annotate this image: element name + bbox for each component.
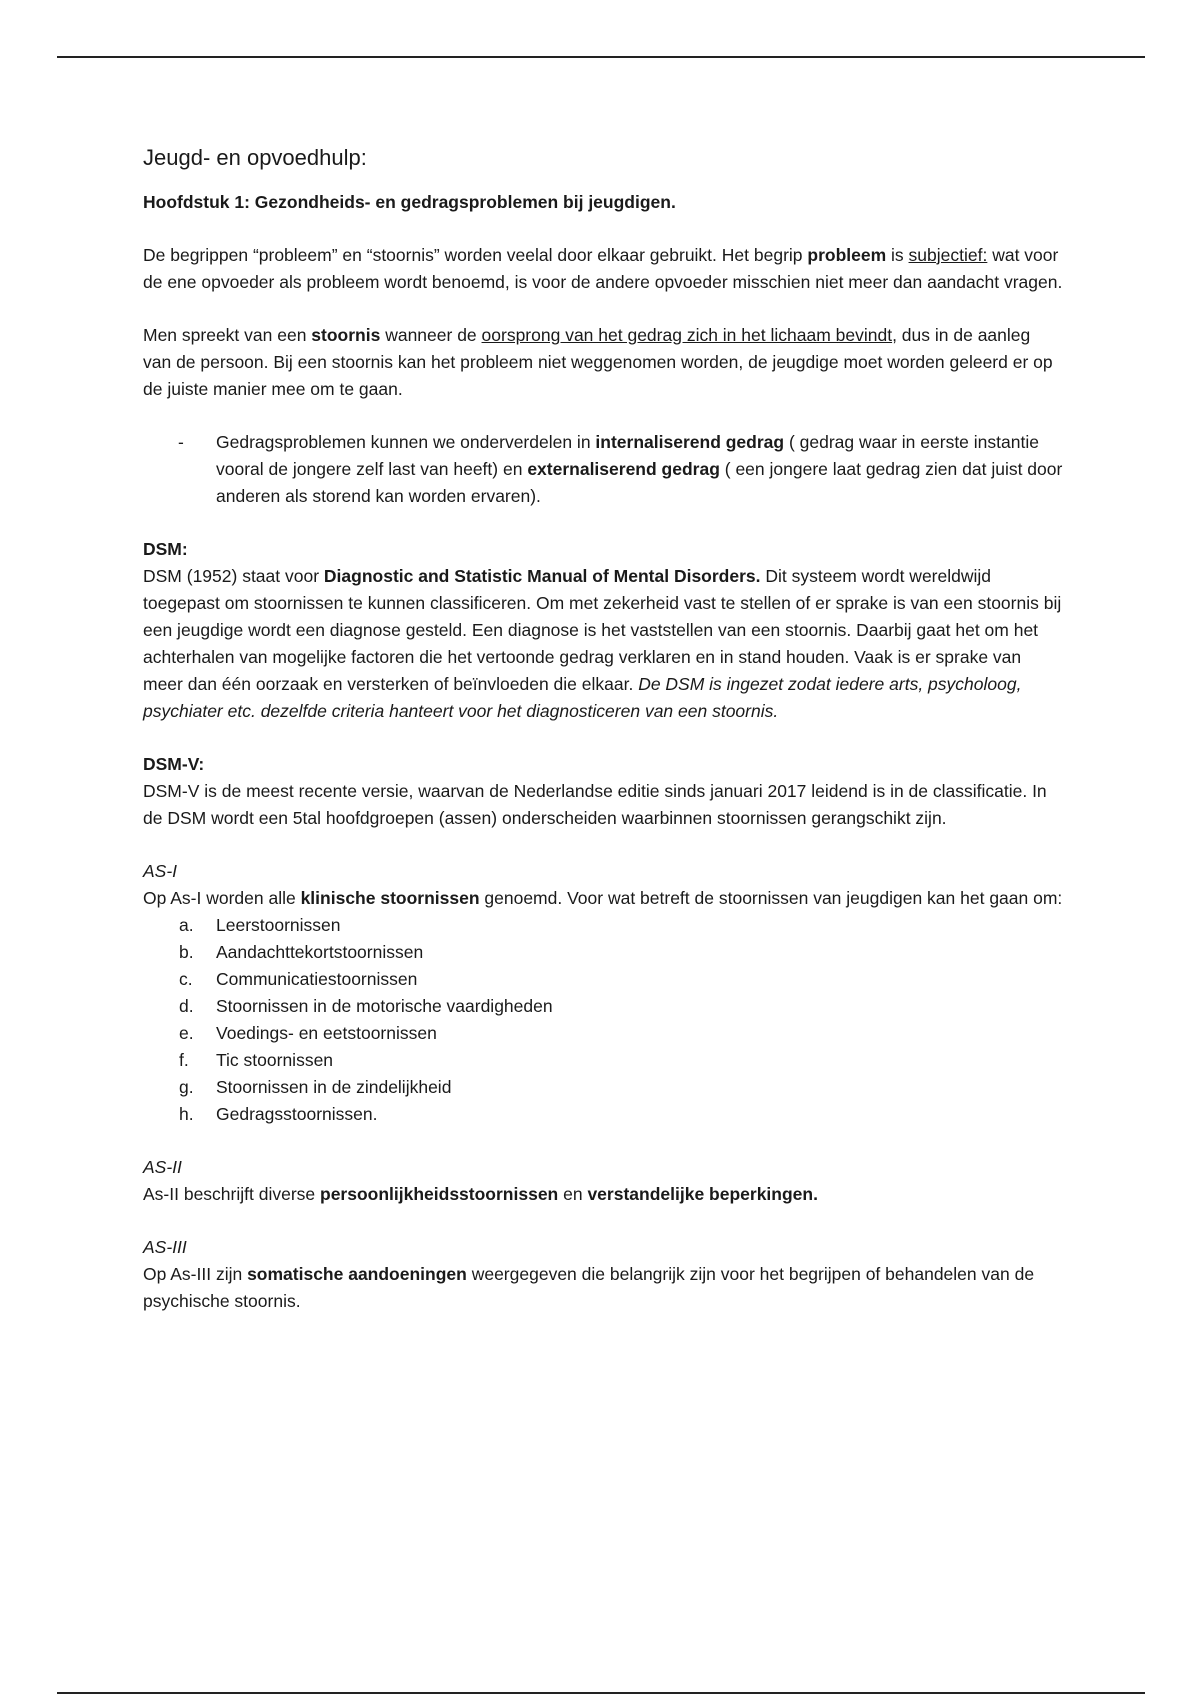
list-item: d. Stoornissen in de motorische vaardigheden bbox=[179, 996, 553, 1016]
term-subjectief: subjectief: bbox=[908, 245, 988, 265]
header-rule bbox=[57, 56, 1145, 58]
list-item: e. Voedings- en eetstoornissen bbox=[179, 1023, 437, 1043]
list-item: f. Tic stoornissen bbox=[179, 1050, 334, 1070]
italic-dsm-purpose: De DSM is ingezet zodat iedere arts, psycholoog, psychiater etc. dezelfde criteria hanteert voor het diagnosticeren van een stoornis. bbox=[143, 674, 1022, 721]
document-title: Jeugd- en opvoedhulp: bbox=[143, 145, 367, 170]
section-dsm bbox=[143, 536, 1063, 725]
section-as-3 bbox=[143, 1234, 1063, 1315]
list-item: b. Aandachttekortstoornissen bbox=[179, 942, 424, 962]
term-persoonlijkheidsstoornissen: persoonlijkheidsstoornissen bbox=[320, 1184, 559, 1204]
paragraph-dsm: DSM (1952) staat voor Diagnostic and Statistic Manual of Mental Disorders. Dit systeem wordt wereldwijd toegepast om stoornissen te kunnen classificeren. Om met zekerheid vast te stellen of er sprake is van een stoornis bij een jeugdige wordt een diagnose gesteld. Een diagnose is het vaststellen van een stoornis. Daarbij gaat het om het achterhalen van mogelijke factoren die het vertoonde gedrag verklaren en in stand houden. Vaak is er sprake van meer dan één oorzaak en versterken of beïnvloeden die elkaar. De DSM is ingezet zodat iedere arts, psycholoog, psychiater etc. dezelfde criteria hanteert voor het diagnosticeren van een stoornis. bbox=[143, 566, 1062, 721]
term-verstandelijke-beperkingen: verstandelijke beperkingen. bbox=[587, 1184, 818, 1204]
term-somatische-aandoeningen: somatische aandoeningen bbox=[247, 1264, 467, 1284]
term-externaliserend: externaliserend gedrag bbox=[527, 459, 720, 479]
paragraph-stoornis: Men spreekt van een stoornis wanneer de oorsprong van het gedrag zich in het lichaam bevindt, dus in de aanleg van de persoon. Bij een stoornis kan het probleem niet weggenomen worden, de jeugdige moet worden geleerd er op de juiste manier mee om te gaan. bbox=[143, 325, 1053, 399]
section-heading-dsm-v: DSM-V: bbox=[143, 754, 205, 774]
term-klinische-stoornissen: klinische stoornissen bbox=[300, 888, 480, 908]
as-1-list bbox=[143, 912, 1063, 1128]
list-item: - Gedragsproblemen kunnen we onderverdelen in internaliserend gedrag ( gedrag waar in eerste instantie vooral de jongere zelf last van heeft) en externaliserend gedrag ( een jongere laat gedrag zien dat juist door anderen als storend kan worden ervaren). bbox=[216, 429, 1063, 510]
section-dsm-v bbox=[143, 751, 1063, 832]
bullet-list bbox=[143, 429, 1063, 510]
paragraph-as-1: Op As-I worden alle klinische stoornissen genoemd. Voor wat betreft de stoornissen van jeugdigen kan het gaan om: bbox=[143, 888, 1063, 908]
document-body bbox=[143, 143, 1063, 1341]
footer-rule bbox=[57, 1692, 1145, 1694]
paragraph-dsm-v: DSM-V is de meest recente versie, waarvan de Nederlandse editie sinds januari 2017 leidend is in de classificatie. In de DSM wordt een 5tal hoofdgroepen (assen) onderscheiden waarbinnen stoornissen gerangschikt zijn. bbox=[143, 781, 1047, 828]
list-item: g. Stoornissen in de zindelijkheid bbox=[179, 1077, 452, 1097]
section-as-1 bbox=[143, 858, 1063, 1128]
term-stoornis: stoornis bbox=[311, 325, 381, 345]
paragraph-as-3: Op As-III zijn somatische aandoeningen weergegeven die belangrijk zijn voor het begrijpen of behandelen van de psychische stoornis. bbox=[143, 1264, 1035, 1311]
subsection-heading-as-3: AS-III bbox=[143, 1237, 187, 1257]
subsection-heading-as-2: AS-II bbox=[143, 1157, 182, 1177]
term-dsm-full: Diagnostic and Statistic Manual of Mental Disorders. bbox=[323, 566, 761, 586]
list-item: h. Gedragsstoornissen. bbox=[179, 1104, 378, 1124]
term-internaliserend: internaliserend gedrag bbox=[595, 432, 785, 452]
chapter-heading: Hoofdstuk 1: Gezondheids- en gedragsproblemen bij jeugdigen. bbox=[143, 192, 676, 212]
paragraph-as-2: As-II beschrijft diverse persoonlijkheidsstoornissen en verstandelijke beperkingen. bbox=[143, 1184, 818, 1204]
term-probleem: probleem bbox=[807, 245, 887, 265]
list-item: a. Leerstoornissen bbox=[179, 915, 341, 935]
subsection-heading-as-1: AS-I bbox=[143, 861, 178, 881]
section-as-2 bbox=[143, 1154, 1063, 1208]
list-item: c. Communicatiestoornissen bbox=[179, 969, 418, 989]
paragraph-probleem: De begrippen “probleem” en “stoornis” worden veelal door elkaar gebruikt. Het begrip probleem is subjectief: wat voor de ene opvoeder als probleem wordt benoemd, is voor de andere opvoeder misschien niet meer dan aandacht vragen. bbox=[143, 245, 1063, 292]
underlined-oorsprong: oorsprong van het gedrag zich in het lichaam bevindt bbox=[481, 325, 893, 345]
section-heading-dsm: DSM: bbox=[143, 539, 188, 559]
